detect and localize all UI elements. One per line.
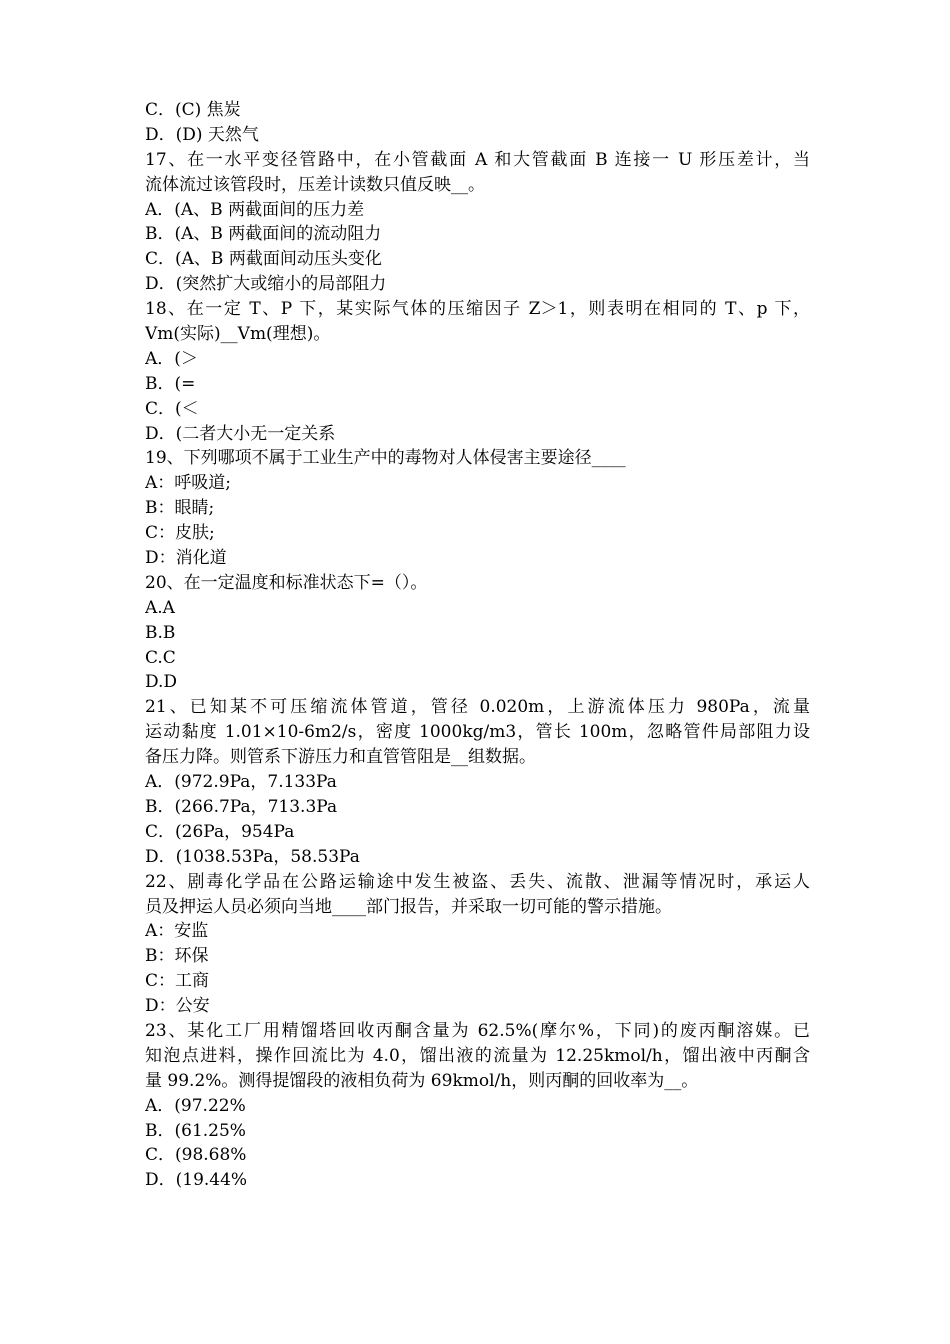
question-20: 20、在一定温度和标准状态下=（）。: [145, 572, 428, 593]
question-23-cont: 量 99.2%。测得提馏段的液相负荷为 69kmol/h，则丙酮的回收率为__。: [145, 1070, 699, 1091]
option-line: D.D: [145, 672, 178, 693]
question-17: 17、在一水平变径管路中，在小管截面 A 和大管截面 B 连接一 U 形压差计，当: [145, 149, 810, 170]
option-line: B：眼睛;: [145, 498, 215, 519]
option-line: C：皮肤;: [145, 523, 215, 544]
option-line: A.A: [145, 597, 175, 618]
option-line: D．(1038.53Pa，58.53Pa: [145, 846, 360, 867]
option-line: C．(C) 焦炭: [145, 100, 241, 120]
option-line: D．(突然扩大或缩小的局部阻力: [145, 274, 387, 295]
question-18: 18、在一定 T、P 下，某实际气体的压缩因子 Z＞1，则表明在相同的 T、p 下，: [145, 299, 810, 320]
question-18-cont: Vm(实际)__Vm(理想)。: [145, 324, 331, 345]
option-line: A．(972.9Pa，7.133Pa: [145, 772, 337, 793]
question-17-cont: 流体流过该管段时，压差计读数只值反映__。: [145, 174, 485, 195]
option-line: B：环保: [145, 946, 209, 967]
question-23: 23、某化工厂用精馏塔回收丙酮含量为 62.5%(摩尔%，下同)的废丙酮溶媒。已: [145, 1020, 810, 1041]
option-line: C.C: [145, 647, 176, 668]
option-line: A．(＞: [145, 348, 198, 369]
option-line: A．(97.22%: [145, 1095, 246, 1116]
option-line: D：公安: [145, 996, 210, 1017]
option-line: C：工商: [145, 971, 210, 992]
question-22-cont: 员及押运人员必须向当地____部门报告，并采取一切可能的警示措施。: [145, 896, 672, 917]
option-line: C．(A、B 两截面间动压头变化: [145, 249, 382, 270]
question-21: 21、已知某不可压缩流体管道，管径 0.020m，上游流体压力 980Pa，流量: [145, 697, 810, 718]
document-page: [145, 98, 810, 1193]
option-line: C．(26Pa，954Pa: [145, 821, 295, 842]
question-23-cont: 知泡点进料，操作回流比为 4.0，馏出液的流量为 12.25kmol/h，馏出液中丙酮含: [145, 1045, 810, 1066]
option-line: D．(二者大小无一定关系: [145, 423, 336, 444]
option-line: D：消化道: [145, 548, 227, 569]
option-line: D．(19.44%: [145, 1170, 248, 1191]
question-22: 22、剧毒化学品在公路运输途中发生被盗、丢失、流散、泄漏等情况时，承运人: [145, 871, 810, 892]
option-line: B．(A、B 两截面间的流动阻力: [145, 224, 382, 245]
question-21-cont: 备压力降。则管系下游压力和直管管阻是__组数据。: [145, 747, 536, 768]
option-line: B．(=: [145, 373, 196, 394]
option-line: D．(D) 天然气: [145, 124, 259, 145]
option-line: C．(98.68%: [145, 1145, 247, 1166]
option-line: B．(61.25%: [145, 1120, 246, 1141]
option-line: A．(A、B 两截面间的压力差: [145, 199, 365, 220]
option-line: A：呼吸道;: [145, 473, 232, 494]
option-line: B.B: [145, 622, 176, 643]
option-line: B．(266.7Pa，713.3Pa: [145, 796, 338, 817]
option-line: A：安监: [145, 921, 209, 942]
option-line: C．(＜: [145, 398, 199, 419]
question-19: 19、下列哪项不属于工业生产中的毒物对人体侵害主要途径____: [145, 448, 626, 469]
question-21-cont: 运动黏度 1.01×10-6m2/s，密度 1000kg/m3，管长 100m，忽略管件局部阻力设: [145, 722, 810, 743]
